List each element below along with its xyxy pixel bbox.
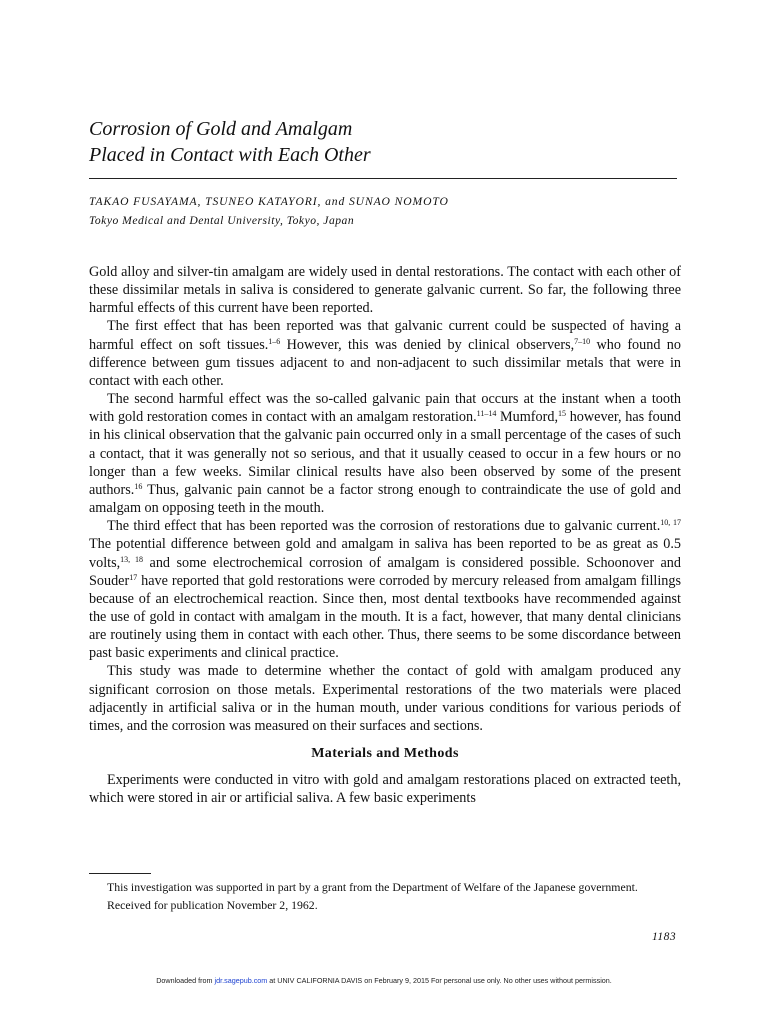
paragraph-intro-text: Gold alloy and silver-tin amalgam are widely used in dental restorations. The contact with each other of these dissimilar metals in saliva is considered to generate galvanic current. So far, the following three harmful effects of this current have been reported. (89, 264, 681, 317)
download-notice-suffix: at UNIV CALIFORNIA DAVIS on February 9, 2015 For personal use only. No other uses without permission. (267, 976, 612, 985)
footnotes (89, 880, 685, 913)
reference-superscript: 7–10 (574, 336, 591, 346)
text: have reported that gold restorations were corroded by mercury released from amalgam fillings because of an electrochemical reaction. Since then, most dental textbooks have recommended against the use of gold in contact with amalgam in the mouth. It is a fact, however, that many dental clinicians are routinely using them in contact with each other. Thus, there seems to be some discordance between past basic experiments and clinical practice. (89, 572, 681, 662)
download-notice-prefix: Downloaded from (156, 976, 215, 985)
text: This study was made to determine whether the contact of gold with amalgam produced any significant corrosion on those metals. Experimental restorations of the two materials were placed adjacently in artificial saliva or in the human mouth, under various conditions for various periods of times, and the corrosion was measured on their surfaces and sections. (89, 663, 681, 734)
article-title-line-1: Corrosion of Gold and Amalgam (89, 118, 353, 140)
reference-superscript: 13, 18 (120, 554, 144, 564)
author-list: TAKAO FUSAYAMA, TSUNEO KATAYORI, and SUNAO NOMOTO (89, 195, 449, 208)
paragraph-first-effect (89, 317, 681, 390)
paragraph-study-aim (89, 662, 681, 735)
paragraph-second-effect (89, 390, 681, 517)
footnote-grant: This investigation was supported in part by a grant from the Department of Welfare of the Japanese government. (107, 880, 638, 894)
download-notice (0, 976, 768, 985)
paragraph-intro (89, 263, 681, 317)
text: The third effect that has been reported was the corrosion of restorations due to galvanic current. (107, 518, 661, 535)
text: Mumford, (496, 409, 558, 426)
article-title-line-2: Placed in Contact with Each Other (89, 144, 371, 166)
text: who found no difference between gum tissues adjacent to and non-adjacent to such dissimilar metals that were in contact with each other. (89, 336, 681, 389)
footnote-divider (89, 873, 151, 874)
affiliation: Tokyo Medical and Dental University, Tokyo, Japan (89, 214, 355, 227)
reference-superscript: 11–14 (476, 409, 497, 419)
text: The second harmful effect was the so-called galvanic pain that occurs at the instant when a tooth with gold restoration comes in contact with an amalgam restoration. (89, 391, 681, 426)
text: The potential difference between gold and amalgam in saliva has been reported to be as great as 0.5 volts, (89, 536, 681, 571)
journal-link[interactable]: jdr.sagepub.com (214, 976, 268, 985)
article-title (89, 116, 689, 168)
article-body (89, 263, 681, 808)
page-number: 1183 (652, 931, 677, 943)
text: However, this was denied by clinical observers, (280, 336, 575, 353)
reference-superscript: 16 (134, 481, 143, 491)
section-heading-materials-methods: Materials and Methods (311, 746, 459, 762)
text: The first effect that has been reported was that galvanic current could be suspected of having a harmful effect on soft tissues. (89, 318, 681, 353)
reference-superscript: 15 (558, 409, 566, 419)
text: and some electrochemical corrosion of amalgam is considered possible. Schoonover and Souder (89, 554, 681, 589)
reference-superscript: 1–6 (268, 336, 281, 346)
text: however, has found in his clinical observation that the galvanic pain occurred only in a small percentage of the cases of such a contact, that it was generally not so serious, and that it usually ceased to occur in a few hours or no longer than a few weeks. Similar clinical results have also been observed by some of the present authors. (89, 409, 681, 498)
title-divider (89, 178, 677, 179)
text: Experiments were conducted in vitro with gold and amalgam restorations placed on extracted teeth, which were stored in air or artificial saliva. A few basic experiments (89, 772, 681, 807)
paragraph-third-effect (89, 517, 681, 662)
reference-superscript: 17 (129, 572, 138, 582)
paragraph-methods (89, 771, 681, 807)
reference-superscript: 10, 17 (660, 518, 681, 528)
footnote-received-date: Received for publication November 2, 1962. (107, 898, 318, 912)
text: Thus, galvanic pain cannot be a factor strong enough to contraindicate the use of gold and amalgam on opposing teeth in the mouth. (89, 481, 681, 517)
